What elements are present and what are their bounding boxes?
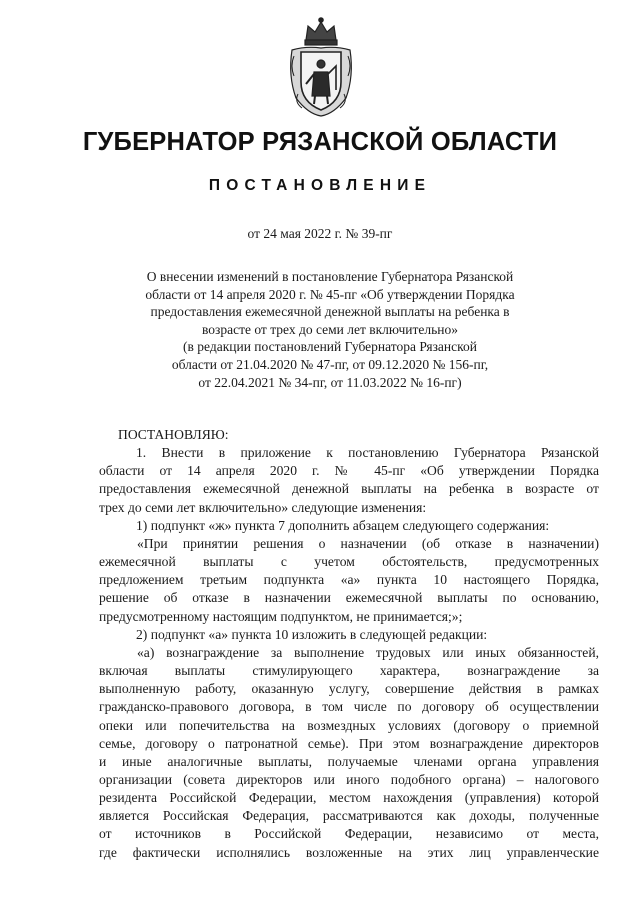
- body-line: предложением третьим подпункта «а» пункта 10 настоящего Порядка,: [99, 572, 599, 588]
- title-line: области от 21.04.2020 № 47-пг, от 09.12.2020 № 156-пг,: [171, 356, 489, 372]
- document-title: [100, 268, 560, 391]
- title-line: (в редакции постановлений Губернатора Рязанской: [183, 339, 477, 355]
- title-line: от 22.04.2021 № 34-пг, от 11.03.2022 № 16-пг): [198, 374, 462, 390]
- title-line: О внесении изменений в постановление Губернатора Рязанской: [146, 269, 514, 284]
- body-line: предоставления ежемесячной денежной выплаты на ребенка в возрасте от: [99, 481, 599, 497]
- title-line: возрасте от трех до семи лет включительно»: [201, 321, 459, 337]
- body-line: 1. Внести в приложение к постановлению Губернатора Рязанской: [136, 445, 599, 461]
- body-line: «а) вознаграждение за выполнение трудовых или иных обязанностей,: [137, 644, 599, 660]
- body-line: от источников в Российской Федерации, независимо от места,: [99, 826, 599, 842]
- body-line: трех до семи лет включительно» следующие изменения:: [99, 499, 427, 515]
- body-line: где фактически исполнялись возложенные на этих лиц управленческие: [99, 844, 599, 860]
- resolution-keyword: ПОСТАНОВЛЯЮ:: [118, 427, 229, 442]
- body-line: 1) подпункт «ж» пункта 7 дополнить абзацем следующего содержания:: [136, 517, 550, 533]
- body-line: включая выплаты стимулирующего характера, вознаграждение за: [99, 663, 599, 679]
- body-line: ежемесячной выплаты с учетом обстоятельств, предусмотренных: [99, 554, 599, 570]
- body-line: предусмотренному настоящим подпунктом, не принимается;»;: [99, 608, 463, 624]
- body-line: гражданско-правового договора, в том числе по договору об осуществлении: [99, 699, 599, 715]
- title-line: предоставления ежемесячной денежной выплаты на ребенка в: [150, 304, 510, 320]
- title-line: области от 14 апреля 2020 г. № 45-пг «Об утверждении Порядка: [145, 286, 515, 302]
- body-line: опеки или попечительства на возмездных условиях (договору о приемной: [99, 717, 599, 733]
- ryazan-coat-of-arms-icon: [284, 16, 358, 120]
- body-line: и иные аналогичные выплаты, получаемые членами органа управления: [99, 753, 599, 769]
- body-line: «При принятии решения о назначении (об отказе в назначении): [137, 535, 599, 551]
- body-line: является Российская Федерация, рассматриваются как доходы, полученные: [99, 808, 599, 824]
- body-line: области от 14 апреля 2020 г. № 45-пг «Об утверждении Порядка: [99, 463, 599, 479]
- body-line: выполненную работу, оказанную услугу, совершение действия в рамках: [99, 681, 599, 697]
- date-number-line: от 24 мая 2022 г. № 39-пг: [247, 226, 393, 241]
- body-line: семье, договору о патронатной семье). При этом вознаграждение директоров: [99, 735, 599, 751]
- body-line: организации (совета директоров или иного подобного органа) – налогового: [99, 771, 599, 787]
- document-type-heading: ПОСТАНОВЛЕНИЕ: [208, 177, 432, 194]
- body-line: резидента Российской Федерации, местом нахождения (управления) которой: [99, 790, 599, 806]
- body-line: 2) подпункт «а» пункта 10 изложить в следующей редакции:: [136, 626, 488, 642]
- body-line: решение об отказе в назначении ежемесячной выплаты по основанию,: [99, 590, 599, 606]
- document-body: [99, 426, 599, 862]
- organization-heading: ГУБЕРНАТОР РЯЗАНСКОЙ ОБЛАСТИ: [82, 128, 558, 156]
